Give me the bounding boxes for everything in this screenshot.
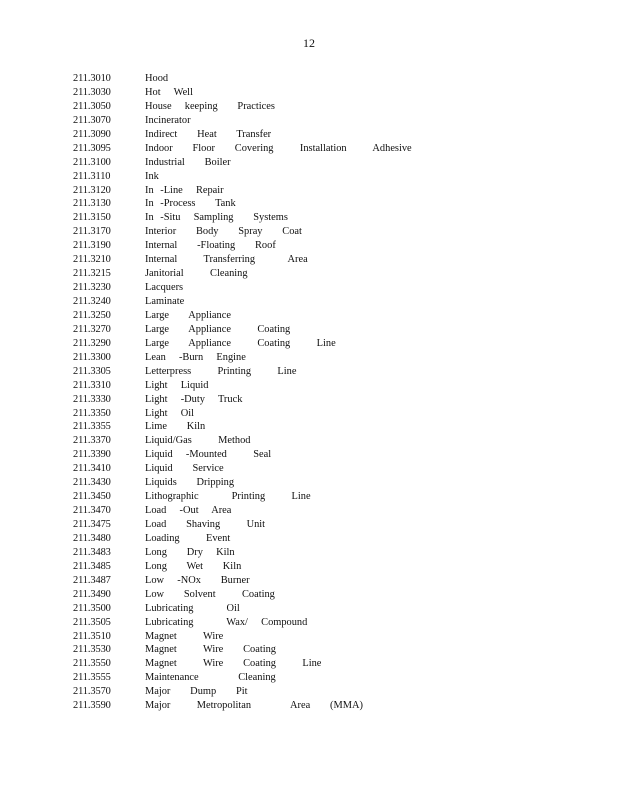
list-item: [73, 574, 593, 588]
section-number: 211.3530: [73, 644, 111, 656]
section-number: 211.3250: [73, 309, 111, 321]
section-number: 211.3305: [73, 365, 111, 377]
section-number: 211.3590: [73, 700, 111, 712]
defined-term: Liquid Service: [145, 463, 224, 475]
list-item: [73, 197, 593, 211]
list-item: [73, 407, 593, 421]
defined-term: Lubricating Oil: [145, 602, 240, 614]
list-item: [73, 323, 593, 337]
section-number: 211.3550: [73, 658, 111, 670]
section-number: 211.3570: [73, 686, 111, 698]
section-number: 211.3470: [73, 505, 111, 517]
list-item: [73, 365, 593, 379]
section-number: 211.3487: [73, 574, 111, 586]
list-item: [73, 643, 593, 657]
defined-term: Ink: [145, 170, 159, 182]
section-number: 211.3100: [73, 156, 111, 168]
section-number: 211.3120: [73, 184, 111, 196]
section-number: 211.3505: [73, 616, 111, 628]
defined-term: Magnet Wire Coating Line: [145, 658, 322, 670]
section-number: 211.3130: [73, 198, 111, 210]
defined-term: Incinerator: [145, 114, 191, 126]
list-item: [73, 420, 593, 434]
section-number: 211.3170: [73, 226, 111, 238]
section-number: 211.3230: [73, 282, 111, 294]
section-number: 211.3500: [73, 602, 111, 614]
section-number: 211.3300: [73, 351, 111, 363]
section-number: 211.3370: [73, 435, 111, 447]
defined-term: Load -Out Area: [145, 505, 232, 517]
defined-term: In -Situ Sampling Systems: [145, 212, 288, 224]
defined-term: Interior Body Spray Coat: [145, 226, 302, 238]
list-item: [73, 671, 593, 685]
section-number: 211.3030: [73, 86, 111, 98]
defined-term: Indirect Heat Transfer: [145, 128, 272, 140]
defined-term: Lime Kiln: [145, 421, 206, 433]
defined-term: Lithographic Printing Line: [145, 491, 311, 503]
list-item: [73, 379, 593, 393]
section-number: 211.3215: [73, 268, 111, 280]
list-item: [73, 337, 593, 351]
list-item: [73, 225, 593, 239]
list-item: [73, 114, 593, 128]
section-number: 211.3290: [73, 337, 111, 349]
list-item: [73, 518, 593, 532]
list-item: [73, 156, 593, 170]
defined-term: Indoor Floor Covering Installation Adhesive: [145, 142, 412, 154]
list-item: [73, 532, 593, 546]
list-item: [73, 490, 593, 504]
list-item: [73, 657, 593, 671]
section-number: 211.3485: [73, 560, 111, 572]
list-item: [73, 142, 593, 156]
defined-term: Large Appliance Coating Line: [145, 337, 336, 349]
list-item: [73, 211, 593, 225]
defined-term: Internal Transferring Area: [145, 254, 308, 266]
section-number: 211.3210: [73, 254, 111, 266]
section-number: 211.3190: [73, 240, 111, 252]
defined-term: Light Oil: [145, 407, 194, 419]
section-number: 211.3490: [73, 588, 111, 600]
list-item: [73, 434, 593, 448]
list-item: [73, 309, 593, 323]
defined-term: Industrial Boiler: [145, 156, 231, 168]
section-number: 211.3430: [73, 477, 111, 489]
list-item: [73, 239, 593, 253]
section-number: 211.3050: [73, 100, 111, 112]
list-item: [73, 476, 593, 490]
defined-term: Lacquers: [145, 282, 184, 294]
defined-term: Large Appliance: [145, 309, 231, 321]
list-item: [73, 699, 593, 713]
defined-term: Liquid/Gas Method: [145, 435, 251, 447]
section-number: 211.3555: [73, 672, 111, 684]
defined-term: Light -Duty Truck: [145, 393, 243, 405]
section-number: 211.3150: [73, 212, 111, 224]
list-item: [73, 281, 593, 295]
defined-term: Major Dump Pit: [145, 686, 248, 698]
section-number: 211.3110: [73, 170, 111, 182]
defined-term: Long Dry Kiln: [145, 546, 235, 558]
list-item: [73, 393, 593, 407]
defined-term: Large Appliance Coating: [145, 323, 291, 335]
list-item: [73, 616, 593, 630]
list-item: [73, 253, 593, 267]
section-number: 211.3410: [73, 463, 111, 475]
section-number: 211.3270: [73, 323, 111, 335]
section-number: 211.3483: [73, 546, 111, 558]
defined-term: Liquid -Mounted Seal: [145, 449, 272, 461]
defined-term: Major Metropolitan Area (MMA): [145, 700, 363, 712]
section-number: 211.3330: [73, 393, 111, 405]
section-number: 211.3350: [73, 407, 111, 419]
section-number: 211.3390: [73, 449, 111, 461]
list-item: [73, 560, 593, 574]
section-number: 211.3480: [73, 532, 111, 544]
defined-term: Internal -Floating Roof: [145, 240, 276, 252]
section-number: 211.3510: [73, 630, 111, 642]
list-item: [73, 351, 593, 365]
list-item: [73, 685, 593, 699]
defined-term: Low -NOx Burner: [145, 574, 250, 586]
list-item: [73, 295, 593, 309]
list-item: [73, 72, 593, 86]
list-item: [73, 184, 593, 198]
defined-term: Letterpress Printing Line: [145, 365, 297, 377]
defined-term: Liquids Dripping: [145, 477, 235, 489]
defined-term: Maintenance Cleaning: [145, 672, 276, 684]
section-number: 211.3090: [73, 128, 111, 140]
list-item: [73, 100, 593, 114]
defined-term: Lean -Burn Engine: [145, 351, 246, 363]
list-item: [73, 630, 593, 644]
list-item: [73, 170, 593, 184]
defined-term: House keeping Practices: [145, 100, 275, 112]
page-number: 12: [303, 36, 315, 50]
defined-term: Janitorial Cleaning: [145, 268, 248, 280]
defined-term: Load Shaving Unit: [145, 519, 266, 530]
list-item: [73, 504, 593, 518]
defined-term: Hood: [145, 73, 169, 84]
defined-term: Loading Event: [145, 532, 231, 544]
defined-term: Light Liquid: [145, 379, 209, 391]
defined-term: Magnet Wire Coating: [145, 644, 276, 656]
list-item: [73, 86, 593, 100]
list-item: [73, 128, 593, 142]
defined-term: In -Process Tank: [145, 198, 236, 210]
defined-term: Magnet Wire: [145, 630, 224, 642]
section-number: 211.3355: [73, 421, 111, 433]
section-number: 211.3475: [73, 519, 111, 530]
defined-term: Low Solvent Coating: [145, 588, 275, 600]
definitions-list: [73, 72, 593, 713]
section-number: 211.3010: [73, 73, 111, 84]
list-item: [73, 588, 593, 602]
section-number: 211.3450: [73, 491, 111, 503]
defined-term: Laminate: [145, 296, 185, 307]
list-item: [73, 546, 593, 560]
section-number: 211.3095: [73, 142, 111, 154]
list-item: [73, 602, 593, 616]
section-number: 211.3070: [73, 114, 111, 126]
section-number: 211.3240: [73, 296, 111, 307]
defined-term: Long Wet Kiln: [145, 560, 242, 572]
defined-term: Hot Well: [145, 86, 193, 98]
section-number: 211.3310: [73, 379, 111, 391]
list-item: [73, 448, 593, 462]
list-item: [73, 462, 593, 476]
defined-term: In -Line Repair: [145, 184, 224, 196]
list-item: [73, 267, 593, 281]
defined-term: Lubricating Wax/ Compound: [145, 616, 308, 628]
